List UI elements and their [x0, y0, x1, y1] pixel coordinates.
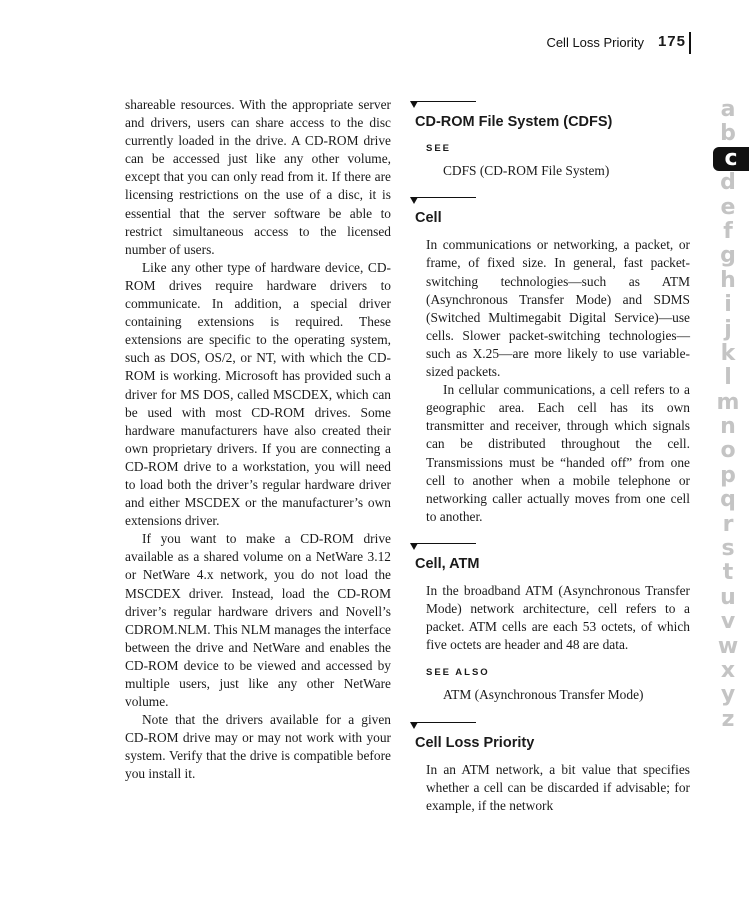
see-also-label: SEE ALSO	[426, 667, 490, 679]
index-letter-x: x	[720, 657, 736, 683]
index-letter-z: z	[721, 706, 735, 732]
index-letter-t: t	[722, 560, 734, 586]
entry-paragraph: In cellular communications, a cell refers to a geographic area. Each cell has its own transmitter and receiver, through which signals can be distributed throughout the cell. Transmissions must be “handed off” from one cell to another when a mobile telephone or networking caller actually moves from one cell to another.	[426, 382, 690, 524]
page-header	[546, 32, 691, 54]
index-letter-q: q	[720, 487, 736, 513]
index-letter-j: j	[724, 316, 732, 342]
cross-reference: ATM (Asynchronous Transfer Mode)	[443, 687, 644, 703]
index-letter-k: k	[720, 340, 736, 366]
index-letter-y: y	[720, 682, 736, 708]
entry-title: Cell, ATM	[415, 555, 480, 572]
body-paragraph: If you want to make a CD-ROM drive available as a shared volume on a NetWare 3.12 or NetWare 4.x network, you do not load the MSCDEX driver. Instead, load the CD-ROM driver’s regular hardware drivers and Novell’s CDROM.NLM. This NLM manages the interface between the drive and NetWare and enables the CD-ROM device to be viewed and accessed by multiple users, just like any other NetWare volume.	[125, 531, 391, 710]
body-paragraph: Note that the drivers available for a given CD-ROM drive may or may not work with your system. Verify that the drive is compatible before you install it.	[125, 712, 391, 782]
index-letter-l: l	[724, 365, 732, 391]
right-column	[410, 100, 690, 831]
index-letter-o: o	[720, 438, 736, 464]
index-letter-u: u	[720, 584, 736, 610]
entry-paragraph: In communications or networking, a packet, or frame, of fixed size. In general, fast packet-switching technologies—such as ATM (Asynchronous Transfer Mode) and SDMS (Switched Multimegabit Digital Service)—use cells. Slower packet-switching technologies—such as X.25—are more likely to use variable-sized packets.	[426, 237, 690, 380]
index-letter-e: e	[720, 194, 736, 220]
entry-paragraph: In the broadband ATM (Asynchronous Transfer Mode) network architecture, cell refers to a packet. ATM cells are each 53 octets, of which five octets are header and 48 are data.	[426, 582, 690, 653]
entry-cell-loss-priority	[410, 721, 690, 815]
entry-title: Cell Loss Priority	[415, 734, 535, 751]
entry-cell	[410, 196, 690, 526]
index-letter-c: c	[713, 147, 749, 171]
index-letter-v: v	[720, 609, 736, 635]
entry-marker	[410, 100, 476, 110]
index-letter-r: r	[722, 511, 734, 537]
body-paragraph: shareable resources. With the appropriate server and drivers, users can share access to the disc currently loaded in the drive. A CD-ROM drive can be accessed just like any other volume, except that you can only read from it. If there are licensing restrictions on the use of a disc, it is essential that the server software be able to restrict simultaneous access to the licensed number of users.	[125, 97, 391, 257]
entry-marker	[410, 542, 476, 552]
see-label: SEE	[426, 143, 452, 155]
entry-paragraph: In an ATM network, a bit value that specifies whether a cell can be discarded if advisable; for example, if the network	[426, 761, 690, 813]
index-letter-f: f	[723, 218, 733, 244]
alphabet-thumb-index	[713, 98, 743, 732]
entry-cdfs	[410, 100, 690, 180]
index-letter-g: g	[720, 243, 736, 269]
index-letter-i: i	[724, 292, 732, 318]
page-number: 175	[658, 32, 691, 54]
entry-cell-atm	[410, 542, 690, 705]
left-column	[125, 96, 391, 784]
entry-title: Cell	[415, 210, 442, 227]
index-letter-m: m	[716, 389, 740, 415]
index-letter-n: n	[720, 414, 736, 440]
entry-marker	[410, 721, 476, 731]
cross-reference: CDFS (CD-ROM File System)	[443, 163, 610, 179]
index-letter-a: a	[720, 97, 736, 122]
index-letter-d: d	[720, 170, 736, 196]
index-letter-h: h	[720, 267, 736, 293]
body-paragraph: Like any other type of hardware device, CD-ROM drives require hardware drivers to communicate. In addition, a special driver containing extensions is required. These extensions are specific to the operating system, such as DOS, OS/2, or NT, with which the CD-ROM is working. Microsoft has provided such a driver for MS DOS, called MSCDEX, which can be used with most CD-ROM drives. Some hardware manufacturers have also created their own proprietary drivers. If you are connecting a CD-ROM drive to a workstation, you will need to load both the driver’s regular hardware driver and either MSCDEX or the manufacturer’s own extensions driver.	[125, 259, 391, 529]
index-letter-s: s	[721, 536, 735, 562]
running-head: Cell Loss Priority	[546, 35, 644, 50]
entry-marker	[410, 196, 476, 206]
entry-title: CD-ROM File System (CDFS)	[415, 114, 613, 130]
index-letter-w: w	[717, 633, 739, 659]
index-letter-b: b	[720, 121, 736, 147]
index-letter-p: p	[720, 462, 736, 488]
